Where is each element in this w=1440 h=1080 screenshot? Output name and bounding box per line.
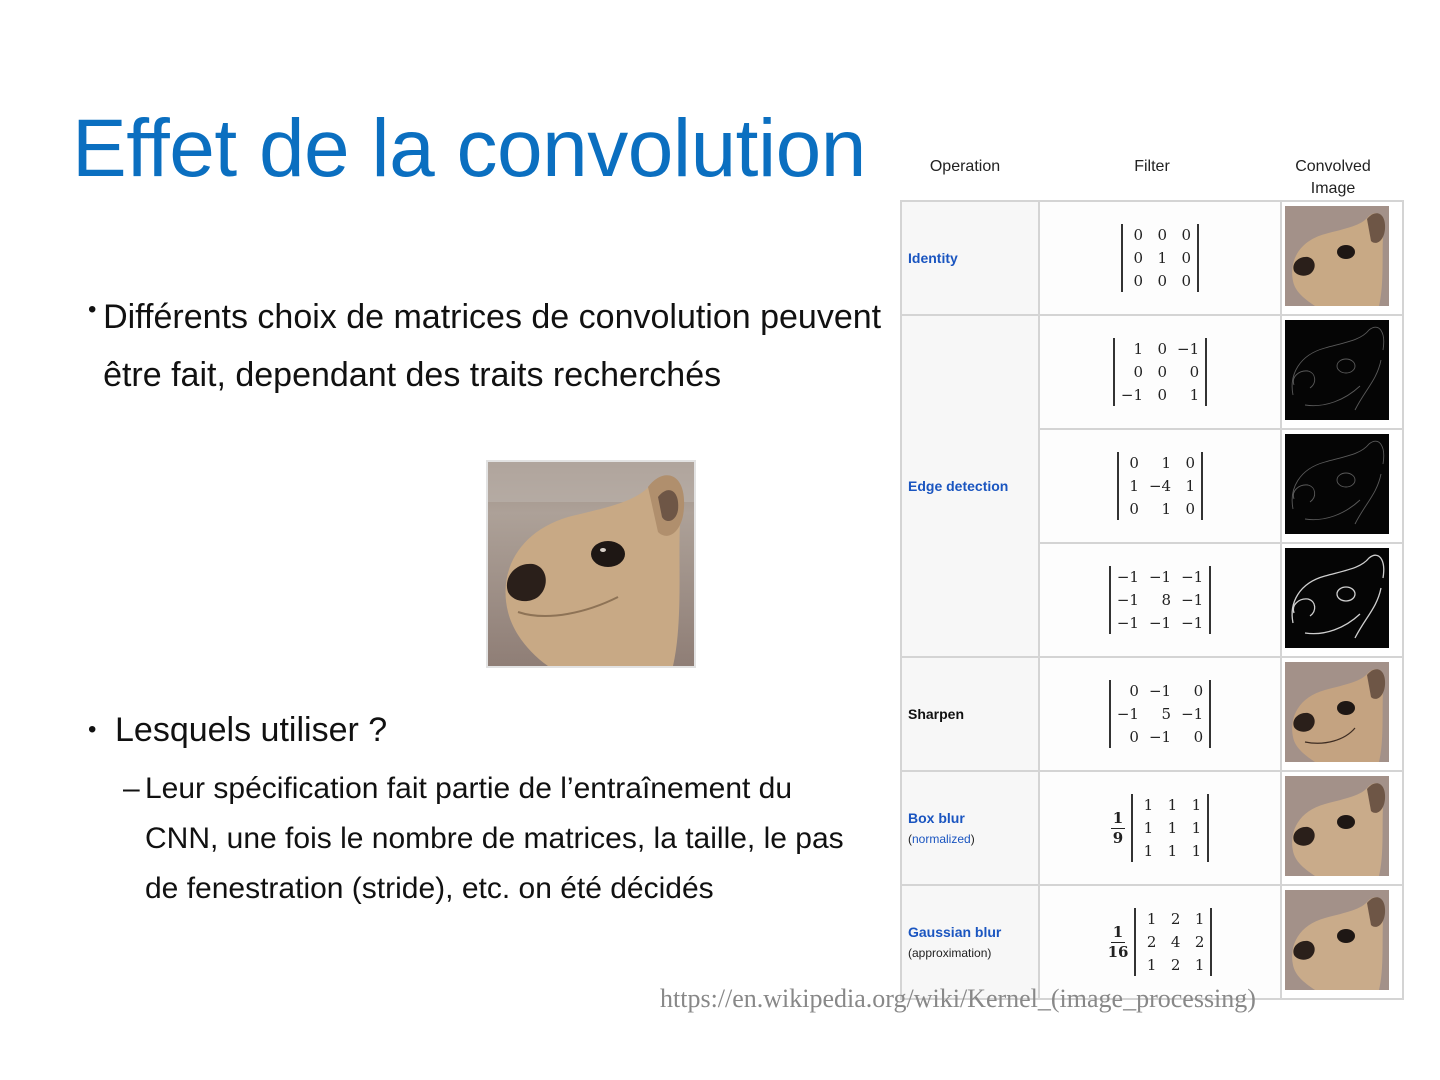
- matrix-cell: 0: [1157, 272, 1167, 290]
- convolved-image-cell: [1281, 885, 1403, 999]
- matrix-cell: 0: [1129, 682, 1139, 700]
- matrix-cell: 1: [1161, 500, 1172, 518]
- filter-cell: [1039, 429, 1281, 543]
- matrix-cell: 1: [1167, 796, 1178, 814]
- matrix-scale-fraction: [1111, 809, 1125, 848]
- filter-matrix: [1040, 794, 1280, 862]
- matrix-cell: 0: [1129, 454, 1139, 472]
- matrix-cell: 1: [1143, 842, 1154, 860]
- convolved-image-cell: [1281, 771, 1403, 885]
- matrix-cell: 0: [1181, 249, 1191, 267]
- matrix-cell: 0: [1185, 454, 1196, 472]
- header-filter: Filter: [1134, 158, 1170, 175]
- sub-bullet-text: Leur spécification fait partie de l’entraînement du CNN, une fois le nombre de matrices, la taille, le pas de fenestration (stride), etc. on été décidés: [145, 772, 844, 905]
- kernel-row: [901, 657, 1403, 771]
- matrix-cell: 0: [1129, 500, 1139, 518]
- matrix-cell: 1: [1191, 796, 1202, 814]
- matrix-cell: 0: [1157, 386, 1167, 404]
- matrix-cell: 0: [1157, 340, 1167, 358]
- operation-cell: [901, 315, 1039, 657]
- matrix-cell: 0: [1133, 272, 1143, 290]
- normalized-link[interactable]: normalized: [912, 832, 971, 846]
- convolved-image-edge-light: [1285, 320, 1389, 420]
- matrix-cell: 0: [1193, 728, 1204, 746]
- matrix-cell: 1: [1143, 796, 1154, 814]
- header-convolved-image: Convolved Image: [1295, 158, 1371, 197]
- sub-bullet: [123, 764, 868, 914]
- filter-matrix: [1040, 452, 1280, 520]
- matrix-cell: 1: [1194, 956, 1205, 974]
- matrix-cell: 1: [1194, 910, 1205, 928]
- matrix-cell: 1: [1191, 819, 1202, 837]
- matrix-cell: −1: [1181, 591, 1204, 609]
- matrix-cell: 1: [1146, 910, 1157, 928]
- operation-cell: [901, 201, 1039, 315]
- filter-cell: [1039, 885, 1281, 999]
- convolved-image-blur: [1285, 776, 1389, 876]
- matrix-scale-fraction: [1108, 923, 1129, 962]
- matrix-cell: 1: [1189, 386, 1200, 404]
- bullet-1: [88, 288, 888, 404]
- convolved-image-edge-light: [1285, 434, 1389, 534]
- matrix-cell: 4: [1170, 933, 1181, 951]
- operation-name: Sharpen: [908, 706, 965, 722]
- matrix-cell: 1: [1157, 249, 1167, 267]
- slide-title: Effet de la convolution: [72, 103, 866, 194]
- fraction-numerator: 1: [1112, 808, 1124, 827]
- filter-matrix: [1040, 224, 1280, 292]
- operation-name[interactable]: Edge detection: [908, 478, 1009, 494]
- convolved-image-cell: [1281, 657, 1403, 771]
- matrix-cell: 0: [1189, 363, 1200, 381]
- kernel-row: [901, 885, 1403, 999]
- matrix-cell: −1: [1116, 591, 1139, 609]
- matrix-cell: 8: [1161, 591, 1172, 609]
- operation-note: (approximation): [908, 946, 992, 960]
- matrix-cell: 0: [1133, 363, 1143, 381]
- matrix-cell: −1: [1181, 705, 1204, 723]
- operation-name[interactable]: Box blur: [908, 810, 965, 826]
- kernel-row: [901, 771, 1403, 885]
- bullet-2: [88, 708, 868, 914]
- kernel-table: [900, 200, 1404, 1000]
- matrix-cell: 1: [1167, 819, 1178, 837]
- bullet-dot: •: [88, 716, 97, 743]
- matrix-cell: 0: [1157, 363, 1167, 381]
- filter-cell: [1039, 771, 1281, 885]
- matrix-cell: −1: [1116, 614, 1139, 632]
- matrix-cell: −1: [1177, 340, 1200, 358]
- convolved-image-normal: [1285, 206, 1389, 306]
- matrix-cell: 2: [1146, 933, 1157, 951]
- filter-matrix: [1040, 338, 1280, 406]
- filter-matrix: [1040, 566, 1280, 634]
- animal-photo-graphic: [488, 462, 694, 666]
- operation-name[interactable]: Gaussian blur: [908, 924, 1002, 940]
- matrix-cell: −1: [1148, 728, 1172, 746]
- matrix-cell: 1: [1133, 340, 1143, 358]
- sub-bullet-dash: –: [123, 772, 140, 805]
- operation-name[interactable]: Identity: [908, 250, 958, 266]
- matrix-cell: −1: [1148, 682, 1172, 700]
- bullet-2-text: Lesquels utiliser ?: [115, 711, 388, 749]
- matrix-cell: 2: [1194, 933, 1205, 951]
- convolved-image-cell: [1281, 201, 1403, 315]
- filter-matrix: [1040, 908, 1280, 976]
- matrix-cell: 1: [1191, 842, 1202, 860]
- matrix-cell: −1: [1148, 568, 1172, 586]
- matrix-cell: 5: [1161, 705, 1172, 723]
- matrix-cell: −1: [1116, 705, 1139, 723]
- matrix-cell: 1: [1143, 819, 1154, 837]
- operation-note: [908, 832, 1038, 846]
- matrix-cell: 0: [1181, 272, 1191, 290]
- convolved-image-edge-strong: [1285, 548, 1389, 648]
- bullet-1-text: Différents choix de matrices de convolution peuvent être fait, dependant des traits recherchés: [103, 298, 882, 394]
- operation-cell: [901, 885, 1039, 999]
- matrix-cell: 0: [1185, 500, 1196, 518]
- filter-cell: [1039, 543, 1281, 657]
- kernel-row: [901, 201, 1403, 315]
- matrix-cell: 0: [1193, 682, 1204, 700]
- fraction-denominator: 9: [1112, 828, 1124, 847]
- matrix-cell: 0: [1133, 226, 1143, 244]
- matrix-cell: 1: [1167, 842, 1178, 860]
- matrix-cell: 2: [1170, 910, 1181, 928]
- matrix-cell: 1: [1146, 956, 1157, 974]
- filter-cell: [1039, 315, 1281, 429]
- matrix-cell: 0: [1157, 226, 1167, 244]
- convolved-image-blur: [1285, 890, 1389, 990]
- matrix-cell: −1: [1181, 614, 1204, 632]
- matrix-cell: −1: [1116, 568, 1139, 586]
- convolved-image-cell: [1281, 429, 1403, 543]
- matrix-cell: 1: [1185, 477, 1196, 495]
- filter-cell: [1039, 201, 1281, 315]
- matrix-cell: 0: [1129, 728, 1139, 746]
- filter-matrix: [1040, 680, 1280, 748]
- matrix-cell: 2: [1170, 956, 1181, 974]
- matrix-cell: 1: [1129, 477, 1139, 495]
- animal-photo: [486, 460, 696, 668]
- matrix-cell: −1: [1148, 614, 1172, 632]
- fraction-denominator: 16: [1107, 942, 1129, 961]
- operation-cell: [901, 771, 1039, 885]
- matrix-cell: 0: [1181, 226, 1191, 244]
- kernel-row: [901, 315, 1403, 429]
- matrix-cell: −4: [1148, 477, 1172, 495]
- convolved-image-cell: [1281, 315, 1403, 429]
- header-operation: Operation: [929, 158, 1001, 175]
- note-paren: ): [970, 832, 975, 846]
- operation-cell: [901, 657, 1039, 771]
- filter-cell: [1039, 657, 1281, 771]
- note-paren: (: [908, 832, 912, 846]
- matrix-cell: 0: [1133, 249, 1143, 267]
- convolved-image-cell: [1281, 543, 1403, 657]
- source-url[interactable]: https://en.wikipedia.org/wiki/Kernel_(image_processing): [660, 984, 1256, 1013]
- fraction-numerator: 1: [1112, 922, 1124, 941]
- convolved-image-sharp: [1285, 662, 1389, 762]
- bullet-dot: •: [88, 296, 97, 323]
- matrix-cell: 1: [1161, 454, 1172, 472]
- matrix-cell: −1: [1181, 568, 1204, 586]
- matrix-cell: −1: [1120, 386, 1143, 404]
